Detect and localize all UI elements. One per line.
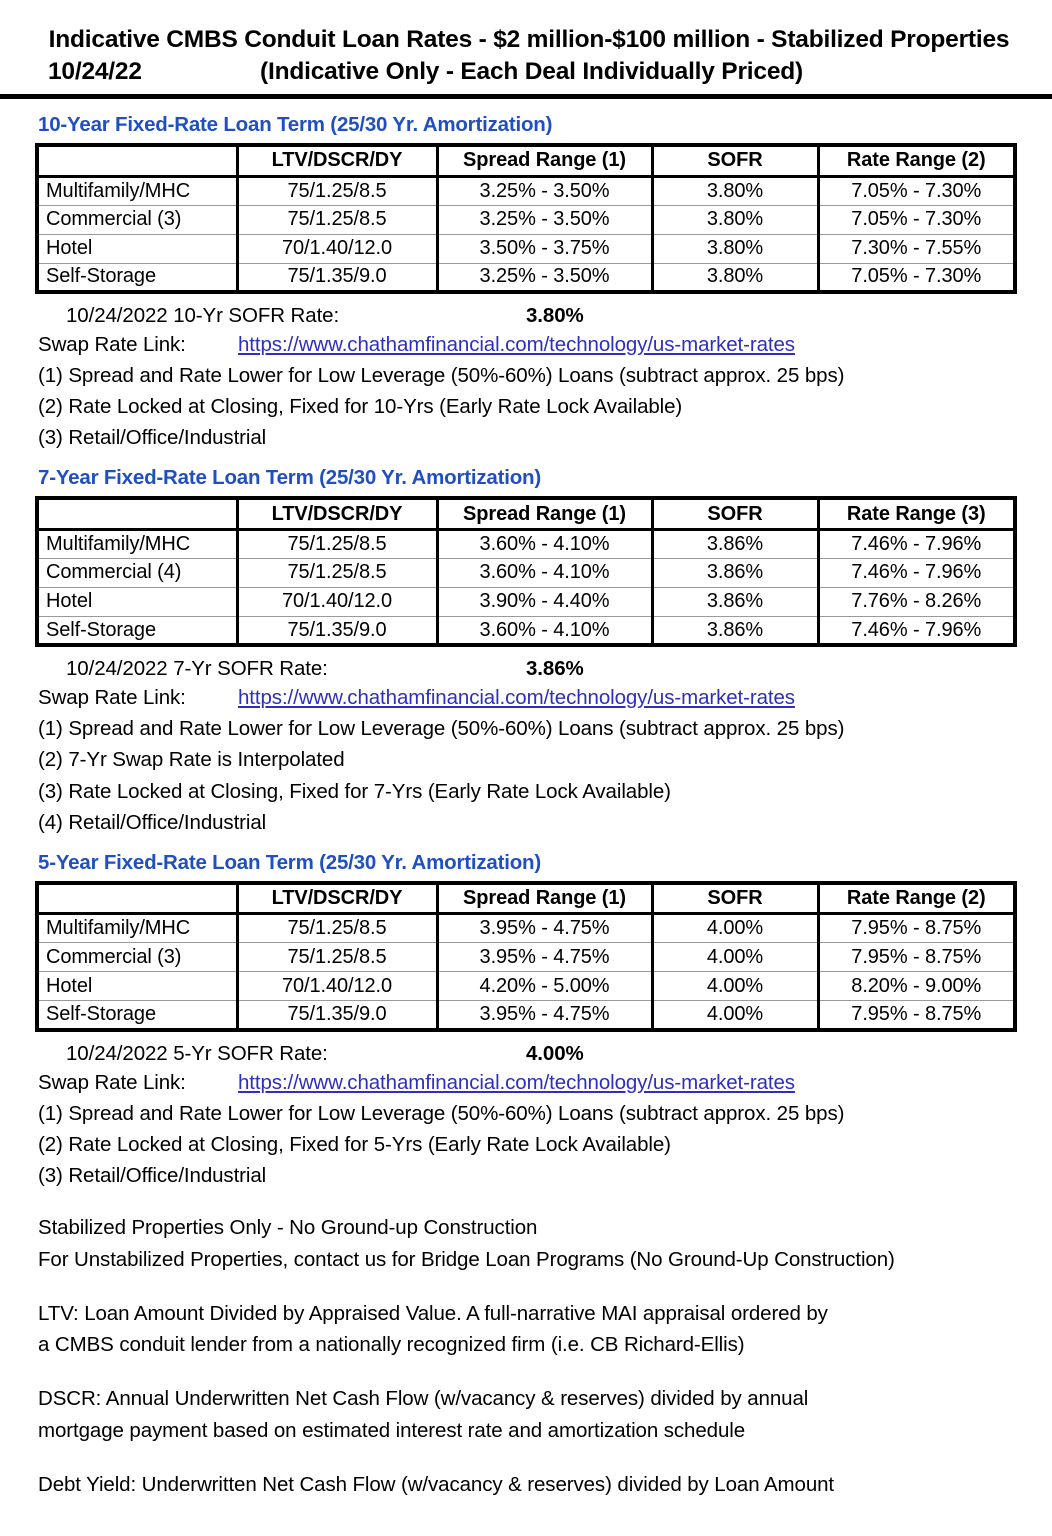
section-heading: 7-Year Fixed-Rate Loan Term (25/30 Yr. Amortization): [38, 466, 542, 490]
table-row: [37, 558, 1015, 587]
cell-property-type: Multifamily/MHC: [37, 529, 237, 558]
cell-ltv: 70/1.40/12.0: [237, 234, 437, 263]
cell-sofr: 3.80%: [652, 234, 818, 263]
table-row: [37, 914, 1015, 943]
footnote-1: (1) Spread and Rate Lower for Low Leverage (50%-60%) Loans (subtract approx. 25 bps): [38, 364, 845, 387]
table-header-row: [37, 883, 1015, 914]
section-notes: [0, 657, 1052, 836]
cell-property-type: Self-Storage: [37, 263, 237, 292]
cell-ltv: 70/1.40/12.0: [237, 587, 437, 616]
cell-spread: 3.95% - 4.75%: [437, 914, 652, 943]
cell-spread: 4.20% - 5.00%: [437, 972, 652, 1001]
cell-sofr: 3.86%: [652, 616, 818, 645]
footer-line: Debt Yield: Underwritten Net Cash Flow (w/vacancy & reserves) divided by Loan Amount: [38, 1472, 835, 1496]
cell-rate: 7.95% - 8.75%: [818, 1001, 1015, 1030]
cell-property-type: Commercial (3): [37, 205, 237, 234]
table-row: [37, 176, 1015, 205]
cell-property-type: Self-Storage: [37, 616, 237, 645]
cell-property-type: Commercial (3): [37, 943, 237, 972]
cell-property-type: Hotel: [37, 972, 237, 1001]
column-header-spread-range: Spread Range (1): [437, 145, 652, 176]
footer-group-stabilized: [0, 1212, 1052, 1276]
cell-property-type: Multifamily/MHC: [37, 176, 237, 205]
cell-rate: 7.05% - 7.30%: [818, 205, 1015, 234]
cell-sofr: 3.80%: [652, 205, 818, 234]
footer-group-ltv-definition: [0, 1298, 1052, 1362]
column-header-rate-range: Rate Range (3): [818, 498, 1015, 529]
section-5-year: [0, 851, 1052, 1190]
cell-ltv: 75/1.35/9.0: [237, 263, 437, 292]
swap-rate-line: [0, 1071, 1052, 1095]
cell-sofr: 3.86%: [652, 587, 818, 616]
sofr-rate-line: [0, 304, 1052, 328]
cell-rate: 7.95% - 8.75%: [818, 914, 1015, 943]
footer-group-dscr-definition: [0, 1383, 1052, 1447]
table-row: [37, 972, 1015, 1001]
column-header-sofr: SOFR: [652, 498, 818, 529]
sofr-rate-label: 10/24/2022 5-Yr SOFR Rate:: [66, 1041, 328, 1065]
rate-table-5-year: [35, 881, 1017, 1032]
footer-line: DSCR: Annual Underwritten Net Cash Flow (w/vacancy & reserves) divided by annual: [38, 1387, 809, 1411]
header-divider-rule: [0, 94, 1052, 99]
cell-sofr: 3.80%: [652, 176, 818, 205]
section-heading: 5-Year Fixed-Rate Loan Term (25/30 Yr. Amortization): [38, 850, 542, 874]
table-row: [37, 616, 1015, 645]
section-notes: [0, 1042, 1052, 1190]
footer-line: LTV: Loan Amount Divided by Appraised Value. A full-narrative MAI appraisal ordered by: [38, 1301, 828, 1325]
cell-rate: 8.20% - 9.00%: [818, 972, 1015, 1001]
swap-rate-label: Swap Rate Link:: [38, 1070, 186, 1094]
table-header-row: [37, 498, 1015, 529]
column-header-ltv-dscr-dy: LTV/DSCR/DY: [237, 498, 437, 529]
cell-spread: 3.25% - 3.50%: [437, 263, 652, 292]
quote-date: 10/24/22: [48, 58, 142, 85]
cell-rate: 7.46% - 7.96%: [818, 529, 1015, 558]
swap-rate-link[interactable]: https://www.chathamfinancial.com/technology/us-market-rates: [238, 686, 795, 710]
cell-sofr: 4.00%: [652, 943, 818, 972]
cell-property-type: Self-Storage: [37, 1001, 237, 1030]
table-row: [37, 943, 1015, 972]
table-row: [37, 234, 1015, 263]
cell-rate: 7.30% - 7.55%: [818, 234, 1015, 263]
document-header: [0, 0, 1052, 86]
cell-ltv: 75/1.25/8.5: [237, 529, 437, 558]
column-header-spread-range: Spread Range (1): [437, 498, 652, 529]
swap-rate-label: Swap Rate Link:: [38, 333, 186, 356]
cell-spread: 3.95% - 4.75%: [437, 1001, 652, 1030]
sofr-rate-value: 4.00%: [526, 1041, 584, 1065]
cell-spread: 3.25% - 3.50%: [437, 176, 652, 205]
swap-rate-line: [0, 333, 1052, 357]
cell-spread: 3.95% - 4.75%: [437, 943, 652, 972]
column-header-ltv-dscr-dy: LTV/DSCR/DY: [237, 145, 437, 176]
section-7-year: [0, 466, 1052, 836]
cell-ltv: 75/1.25/8.5: [237, 943, 437, 972]
title-disclaimer: (Indicative Only - Each Deal Individually Priced): [260, 58, 803, 85]
cell-rate: 7.76% - 8.26%: [818, 587, 1015, 616]
sofr-rate-line: [0, 657, 1052, 681]
footnote-1: (1) Spread and Rate Lower for Low Leverage (50%-60%) Loans (subtract approx. 25 bps): [38, 1101, 845, 1125]
cell-ltv: 75/1.25/8.5: [237, 558, 437, 587]
cell-property-type: Hotel: [37, 234, 237, 263]
table-row: [37, 205, 1015, 234]
footnote-4: (4) Retail/Office/Industrial: [38, 810, 267, 834]
column-header-sofr: SOFR: [652, 145, 818, 176]
footer-line: mortgage payment based on estimated interest rate and amortization schedule: [38, 1418, 745, 1442]
column-header-property-type: [37, 883, 237, 914]
cell-spread: 3.60% - 4.10%: [437, 529, 652, 558]
footnote-3: (3) Retail/Office/Industrial: [38, 426, 267, 450]
column-header-rate-range: Rate Range (2): [818, 145, 1015, 176]
cell-rate: 7.95% - 8.75%: [818, 943, 1015, 972]
column-header-rate-range: Rate Range (2): [818, 883, 1015, 914]
cell-rate: 7.05% - 7.30%: [818, 263, 1015, 292]
table-row: [37, 587, 1015, 616]
cell-ltv: 75/1.25/8.5: [237, 205, 437, 234]
footer-line: For Unstabilized Properties, contact us for Bridge Loan Programs (No Ground-Up Construction): [38, 1247, 895, 1271]
swap-rate-link[interactable]: https://www.chathamfinancial.com/technology/us-market-rates: [238, 1070, 795, 1094]
rate-table-7-year: [35, 496, 1017, 647]
cell-spread: 3.25% - 3.50%: [437, 205, 652, 234]
section-10-year: [0, 113, 1052, 452]
cell-property-type: Multifamily/MHC: [37, 914, 237, 943]
sofr-rate-value: 3.80%: [526, 304, 584, 327]
section-heading: 10-Year Fixed-Rate Loan Term (25/30 Yr. Amortization): [38, 113, 553, 136]
cell-rate: 7.46% - 7.96%: [818, 616, 1015, 645]
cell-ltv: 75/1.35/9.0: [237, 616, 437, 645]
cell-ltv: 75/1.25/8.5: [237, 176, 437, 205]
table-row: [37, 263, 1015, 292]
cell-ltv: 70/1.40/12.0: [237, 972, 437, 1001]
column-header-sofr: SOFR: [652, 883, 818, 914]
cell-rate: 7.05% - 7.30%: [818, 176, 1015, 205]
footnote-3: (3) Rate Locked at Closing, Fixed for 7-Yrs (Early Rate Lock Available): [38, 779, 671, 803]
sections-container: [0, 113, 1052, 1190]
footer-definitions: [0, 1212, 1052, 1500]
title-subline: [0, 58, 1052, 86]
cell-sofr: 4.00%: [652, 914, 818, 943]
cell-sofr: 3.86%: [652, 529, 818, 558]
footnote-2: (2) Rate Locked at Closing, Fixed for 10-Yrs (Early Rate Lock Available): [38, 395, 683, 419]
cell-rate: 7.46% - 7.96%: [818, 558, 1015, 587]
footnote-2: (2) Rate Locked at Closing, Fixed for 5-Yrs (Early Rate Lock Available): [38, 1132, 671, 1156]
column-header-ltv-dscr-dy: LTV/DSCR/DY: [237, 883, 437, 914]
sofr-rate-value: 3.86%: [526, 657, 584, 681]
cell-sofr: 4.00%: [652, 1001, 818, 1030]
cell-spread: 3.60% - 4.10%: [437, 558, 652, 587]
table-row: [37, 529, 1015, 558]
footnote-3: (3) Retail/Office/Industrial: [38, 1163, 267, 1187]
rate-table-10-year: [35, 143, 1017, 294]
sofr-rate-label: 10/24/2022 7-Yr SOFR Rate:: [66, 657, 328, 681]
column-header-property-type: [37, 498, 237, 529]
cell-property-type: Commercial (4): [37, 558, 237, 587]
swap-rate-line: [0, 686, 1052, 710]
cell-sofr: 3.80%: [652, 263, 818, 292]
column-header-property-type: [37, 145, 237, 176]
swap-rate-label: Swap Rate Link:: [38, 686, 186, 710]
footer-group-debt-yield-definition: [0, 1469, 1052, 1501]
table-row: [37, 1001, 1015, 1030]
column-header-spread-range: Spread Range (1): [437, 883, 652, 914]
cell-sofr: 4.00%: [652, 972, 818, 1001]
cell-spread: 3.90% - 4.40%: [437, 587, 652, 616]
cell-sofr: 3.86%: [652, 558, 818, 587]
cell-spread: 3.50% - 3.75%: [437, 234, 652, 263]
footer-line: Stabilized Properties Only - No Ground-up Construction: [38, 1216, 538, 1240]
footer-line: a CMBS conduit lender from a nationally recognized firm (i.e. CB Richard-Ellis): [38, 1333, 745, 1357]
cell-spread: 3.60% - 4.10%: [437, 616, 652, 645]
footnote-1: (1) Spread and Rate Lower for Low Leverage (50%-60%) Loans (subtract approx. 25 bps): [38, 717, 845, 741]
footnote-2: (2) 7-Yr Swap Rate is Interpolated: [38, 748, 345, 772]
cell-ltv: 75/1.25/8.5: [237, 914, 437, 943]
sofr-rate-label: 10/24/2022 10-Yr SOFR Rate:: [66, 304, 340, 327]
cell-property-type: Hotel: [37, 587, 237, 616]
swap-rate-link[interactable]: https://www.chathamfinancial.com/technology/us-market-rates: [238, 333, 795, 356]
table-header-row: [37, 145, 1015, 176]
section-notes: [0, 304, 1052, 452]
sofr-rate-line: [0, 1042, 1052, 1066]
cell-ltv: 75/1.35/9.0: [237, 1001, 437, 1030]
page-title: Indicative CMBS Conduit Loan Rates - $2 million-$100 million - Stabilized Properties: [48, 26, 1010, 53]
